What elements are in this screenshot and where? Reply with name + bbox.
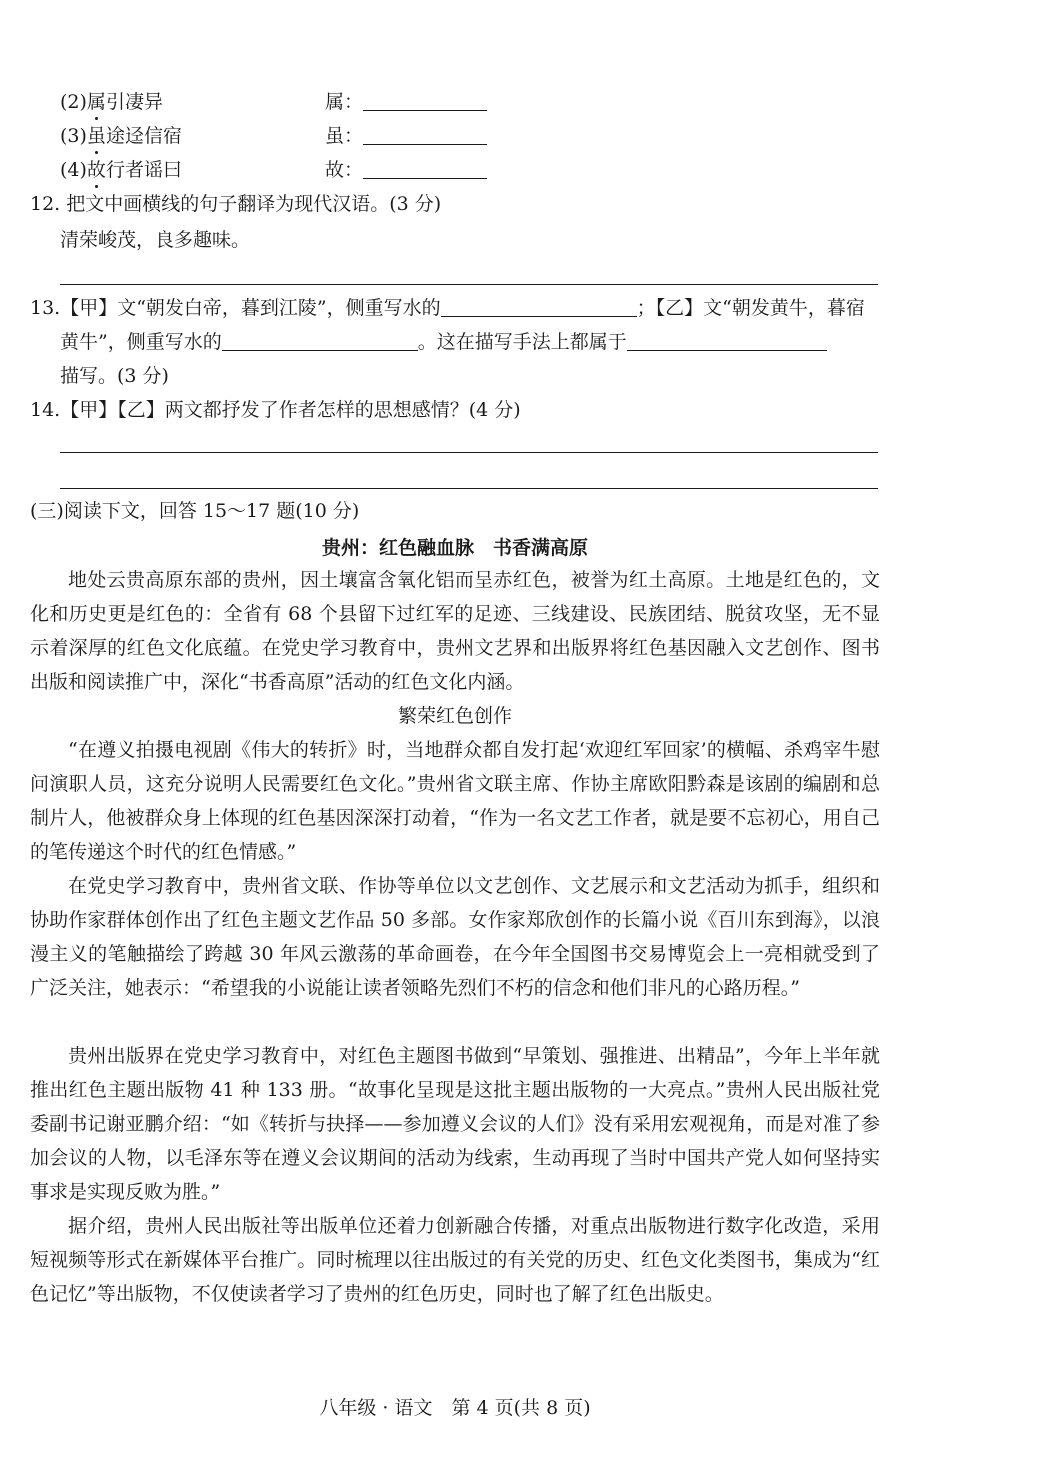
q11-item-3 bbox=[60, 124, 182, 148]
q11-answer-4 bbox=[325, 158, 487, 182]
q13-line-2 bbox=[60, 330, 827, 354]
q13-text: 13.【甲】文“朝发白帝，暮到江陵”，侧重写水的 bbox=[30, 297, 441, 319]
q11-answer-2 bbox=[325, 90, 487, 114]
q13-blank-1[interactable] bbox=[441, 296, 637, 317]
article-subtitle: 繁荣红色创作 bbox=[397, 705, 512, 727]
item-number: (2) bbox=[60, 91, 87, 113]
q13-line-1 bbox=[30, 296, 865, 320]
q13-blank-2[interactable] bbox=[222, 330, 418, 351]
q13-blank-3[interactable] bbox=[627, 330, 827, 351]
q14-answer-line-1[interactable] bbox=[60, 452, 878, 453]
article-paragraph-4: 贵州出版界在党史学习教育中，对红色主题图书做到“早策划、强推进、出精品”，今年上半年就推出红色主题出版物 41 种 133 册。“故事化呈现是这批主题出版物的一大亮点。”贵州人民出版社党委副书记谢亚鹏介绍：“如《转折与抉择——参加遵义会议的人们》没有采用宏观视角，而是对准了参加会议的人物，以毛泽东等在遵义会议期间的活动为线索，生动再现了当时中国共产党人如何坚持实事求是实现反败为胜。” bbox=[30, 1045, 880, 1203]
article-paragraph-5: 据介绍，贵州人民出版社等出版单位还着力创新融合传播，对重点出版物进行数字化改造，采用短视频等形式在新媒体平台推广。同时梳理以往出版过的有关党的历史、红色文化类图书，集成为“红色记忆”等出版物，不仅使读者学习了贵州的红色历史，同时也了解了红色出版史。 bbox=[30, 1215, 880, 1305]
q11-answer-3 bbox=[325, 124, 487, 148]
item-text: 途迳信宿 bbox=[105, 125, 182, 147]
q14-answer-line-2[interactable] bbox=[60, 488, 878, 489]
dotted-char: 属 bbox=[86, 91, 106, 113]
q11-item-4 bbox=[60, 158, 182, 182]
answer-blank[interactable] bbox=[363, 90, 487, 111]
q12-stem: 12. 把文中画横线的句子翻译为现代汉语。(3 分) bbox=[30, 193, 442, 215]
dotted-char: 故 bbox=[86, 159, 106, 181]
q13-text: 黄牛”，侧重写水的 bbox=[60, 331, 222, 353]
section-heading: (三)阅读下文，回答 15～17 题(10 分) bbox=[30, 500, 360, 522]
answer-blank[interactable] bbox=[363, 158, 487, 179]
q13-text: ；【乙】文“朝发黄牛，暮宿 bbox=[636, 297, 865, 319]
item-number: (3) bbox=[60, 125, 87, 147]
article-title: 贵州：红色融血脉 书香满高原 bbox=[321, 537, 588, 559]
dotted-char: 虽 bbox=[86, 125, 106, 147]
q14-stem: 14.【甲】【乙】两文都抒发了作者怎样的思想感情？(4 分) bbox=[30, 399, 521, 421]
article-paragraph-1: 地处云贵高原东部的贵州，因土壤富含氧化铝而呈赤红色，被誉为红土高原。土地是红色的，文化和历史更是红色的：全省有 68 个县留下过红军的足迹、三线建设、民族团结、脱贫攻坚，无不显示着深厚的红色文化底蕴。在党史学习教育中，贵州文艺界和出版界将红色基因融入文艺创作、图书出版和阅读推广中，深化“书香高原”活动的红色文化内涵。 bbox=[30, 569, 880, 693]
q12-sentence: 清荣峻茂，良多趣味。 bbox=[60, 229, 251, 251]
page-footer: 八年级 · 语文 第 4 页(共 8 页) bbox=[319, 1397, 591, 1419]
answer-label: 故： bbox=[325, 159, 364, 181]
answer-blank[interactable] bbox=[363, 124, 487, 145]
item-text: 引凄异 bbox=[105, 91, 163, 113]
item-text: 行者谣曰 bbox=[105, 159, 182, 181]
article-paragraph-3: 在党史学习教育中，贵州省文联、作协等单位以文艺创作、文艺展示和文艺活动为抓手，组织和协助作家群体创作出了红色主题文艺作品 50 多部。女作家郑欣创作的长篇小说《百川东到海》，以浪漫主义的笔触描绘了跨越 30 年风云激荡的革命画卷，在今年全国图书交易博览会上一亮相就受到了广泛关注，她表示：“希望我的小说能让读者领略先烈们不朽的信念和他们非凡的心路历程。” bbox=[30, 875, 880, 999]
answer-label: 属： bbox=[325, 91, 364, 113]
q13-text: 。这在描写手法上都属于 bbox=[417, 331, 627, 353]
article-paragraph-2: “在遵义拍摄电视剧《伟大的转折》时，当地群众都自发打起‘欢迎红军回家’的横幅、杀鸡宰牛慰问演职人员，这充分说明人民需要红色文化。”贵州省文联主席、作协主席欧阳黔森是该剧的编剧和总制片人，他被群众身上体现的红色基因深深打动着，“作为一名文艺工作者，就是要不忘初心，用自己的笔传递这个时代的红色情感。” bbox=[30, 739, 880, 863]
answer-label: 虽： bbox=[325, 125, 364, 147]
item-number: (4) bbox=[60, 159, 87, 181]
q11-item-2 bbox=[60, 90, 163, 114]
q13-line-3: 描写。(3 分) bbox=[60, 365, 169, 387]
q12-answer-line[interactable] bbox=[60, 284, 878, 285]
